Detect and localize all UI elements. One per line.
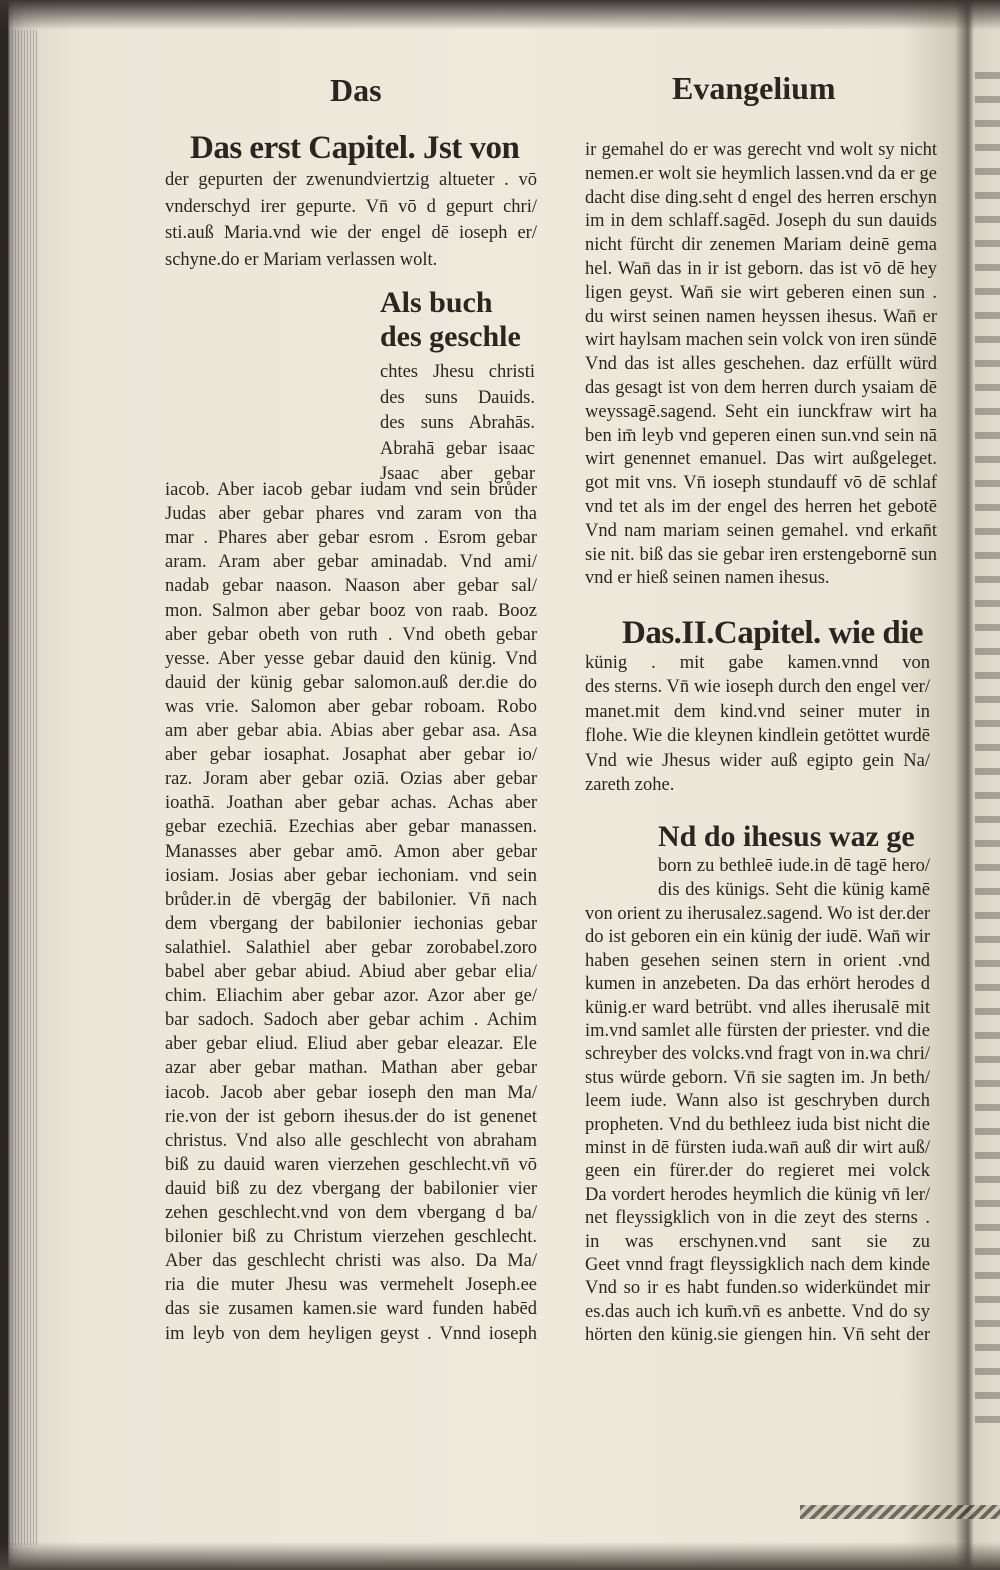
right-column-line: vnd tet als im der engel des herren het gebotē <box>585 497 937 517</box>
right-column-line: weyssagē.sagend. Seht ein iunckfraw wirt ha <box>585 401 937 422</box>
right-column-line: wirt haylsam machen sein volck von iren sündē <box>585 330 937 351</box>
right-column-line: im.vnd samlet alle fürsten der priester. vnd die <box>585 1021 930 1041</box>
left-column-line: mon. Salmon aber gebar booz von raab. Booz <box>165 600 537 621</box>
left-column-line: gebar ezechiā. Ezechias aber gebar manassen. <box>165 817 537 838</box>
chapter-2-indented-line: dis des künigs. Seht die künig kamē <box>658 880 930 900</box>
left-column-line: nadab gebar naason. Naason aber gebar sal/ <box>165 576 537 597</box>
right-column-line: ligen geyst. Wan̄ sie wirt geberen einen sun . <box>585 282 937 303</box>
left-column-line: babel aber gebar abiud. Abiud aber gebar elia/ <box>165 962 537 982</box>
running-head-left: Das <box>330 72 382 108</box>
right-column-line: hörten den künig.sie giengen hin. Vn̄ seht der <box>585 1325 930 1346</box>
decorative-border <box>800 1505 1000 1519</box>
left-column-line: Judas aber gebar phares vnd zaram von tha <box>165 504 537 525</box>
right-column-line: leem iude. Wann also ist geschryben durch <box>585 1091 930 1112</box>
page-edges <box>9 30 39 1545</box>
right-column-line: nicht fürcht dir zenemen Mariam deinē gema <box>585 235 937 256</box>
right-column-line: ir gemahel do er was gerecht vnd wolt sy nicht <box>585 140 937 160</box>
left-column-line: aber gebar eliud. Eliud aber gebar eleazar. Ele <box>165 1034 537 1055</box>
chapter-1-indented-line: des suns Dauids. <box>380 387 535 408</box>
left-column-line: Aber das geschlecht christi was also. Da Ma/ <box>165 1251 537 1272</box>
scan-bottom-shadow <box>0 1542 1000 1570</box>
left-column-line: aram. Aram aber gebar aminadab. Vnd ami/ <box>165 552 537 573</box>
left-column-line: aber gebar iosaphat. Josaphat aber gebar io/ <box>165 745 537 766</box>
right-column-line: do ist geboren ein ein künig der iudē. Wan̄ wir <box>585 927 930 948</box>
right-column-line: Vnd nam mariam seinen gemahel. vnd erkan̄t <box>585 520 937 541</box>
left-column-line: dem vbergang der babilonier iechonias gebar <box>165 913 537 934</box>
right-column-line: haben gesehen seinen stern in orient .vnd <box>585 950 930 971</box>
left-column-line: am aber gebar abia. Abias aber gebar asa. Asa <box>165 721 537 741</box>
right-column-line: sie nit. biß das sie gebar iren erstengebornē sun <box>585 544 937 565</box>
right-column-line: geen ein fürer.der do regieret mei volck <box>585 1161 930 1182</box>
right-column-line: im in dem schlaff.sagēd. Joseph du sun dauids <box>585 211 937 232</box>
left-column-line: zehen geschlecht.vnd von dem vbergang d ba/ <box>165 1203 537 1223</box>
chapter-2-summary-line: des sterns. Vn̄ wie ioseph durch den engel ver/ <box>585 677 930 698</box>
right-column-line: stus würde geborn. Vn̄ sie sagten im. Jn beth/ <box>585 1067 930 1088</box>
chapter-1-summary-line: der gepurten der zwenundviertzig altueter . vō <box>165 170 537 190</box>
left-column-line: salathiel. Salathiel aber gebar zorobabel.zoro <box>165 937 537 958</box>
right-column-line: nemen.er wolt sie heymlich lassen.vnd da er ge <box>585 163 937 184</box>
chapter-1-summary-line: schyne.do er Mariam verlassen wolt. <box>165 249 438 270</box>
left-column-line: rie.von der ist geborn ihesus.der do ist genenet <box>165 1106 537 1127</box>
right-column-line: got mit vns. Vn̄ ioseph stundauff vō dē schlaf <box>585 473 937 494</box>
right-column-line: das gesagt ist von dem herren durch ysaiam dē <box>585 378 937 398</box>
left-column-line: biß zu dauid waren vierzehen geschlecht.vn̄ vō <box>165 1154 537 1175</box>
left-column-line: das sie zusamen kamen.sie ward funden habēd <box>165 1299 537 1320</box>
right-column-line: Geet vnnd fragt fleyssigklich nach dem kinde <box>585 1255 930 1275</box>
chapter-1-indented-line: des suns Abrahās. <box>380 413 535 433</box>
left-column-line: iosiam. Josias aber gebar iechoniam. vnd sein <box>165 865 537 886</box>
left-column-line: yesse. Aber yesse gebar dauid den künig. Vnd <box>165 648 537 669</box>
left-column-line: bar sadoch. Sadoch aber gebar achim . Achim <box>165 1010 537 1031</box>
right-column-line: ben im̄ leyb vnd geperen einen sun.vnd sein nā <box>585 425 937 446</box>
right-column-line: es.das auch ich kum̄.vn̄ es anbette. Vnd do sy <box>585 1301 930 1322</box>
left-column-line: dauid der künig gebar salomon.auß der.die do <box>165 672 537 693</box>
left-column-line: im leyb von dem heyligen geyst . Vnnd ioseph <box>165 1323 537 1344</box>
right-column-line: in was erschynen.vnd sant sie zu <box>585 1231 930 1252</box>
chapter-1-heading: Das erst Capitel. Jst von <box>190 130 520 166</box>
chapter-2-heading: Das.II.Capitel. wie die <box>622 615 924 651</box>
left-column-line: ria die muter Jhesu was vermehelt Joseph.ee <box>165 1275 537 1296</box>
chapter-2-summary-line: Vnd wie Jhesus wider auß egipto gein Na/ <box>585 750 930 771</box>
facing-page-edge <box>975 60 1000 1440</box>
right-column-line: Vnd das ist alles geschehen. daz erfüllt würd <box>585 354 937 375</box>
chapter-2-summary-line: manet.mit dem kind.vnd seiner muter in <box>585 701 930 722</box>
right-column-line: wirt genennet emanuel. Das wirt außgeleget. <box>585 449 937 470</box>
right-column-line: net fleyssigklich von in die zeyt des sterns . <box>585 1208 930 1229</box>
scan-top-shadow <box>0 0 1000 30</box>
chapter-1-incipit-line-1: Als buch <box>380 286 493 319</box>
left-column-line: iacob. Jacob aber gebar ioseph den man Ma/ <box>165 1082 537 1103</box>
chapter-2-incipit: Nd do ihesus waz ge <box>658 820 915 853</box>
chapter-1-indented-line: chtes Jhesu christi <box>380 362 535 382</box>
left-column-line: Manasses aber gebar amō. Amon aber gebar <box>165 841 537 862</box>
chapter-1-summary-line: sti.auß Maria.vnd wie der engel dē ioseph er/ <box>165 223 537 243</box>
left-column-line: mar . Phares aber gebar esrom . Esrom gebar <box>165 528 537 549</box>
right-column-line: künig.er ward betrübt. vnd alles iherusalē mit <box>585 997 930 1018</box>
left-column-line: ioathā. Joathan aber gebar achas. Achas aber <box>165 793 537 814</box>
right-column-line: du wirst seinen namen heyssen ihesus. Wan̄ er <box>585 306 937 327</box>
right-column-line: minst in dē fürsten iuda.wan̄ auß dir wirt auß/ <box>585 1138 930 1158</box>
left-column-line: christus. Vnd also alle geschlecht von abraham <box>165 1130 537 1151</box>
right-column-line: hel. Wan̄ das in ir ist geborn. das ist vō dē hey <box>585 259 937 279</box>
left-column-line: aber gebar obeth von ruth . Vnd obeth gebar <box>165 624 537 645</box>
right-column-line: kumen in anzebeten. Da das erhört herodes d <box>585 974 930 995</box>
running-head-right: Evangelium <box>672 70 836 106</box>
left-column-line: azar aber gebar mathan. Mathan aber gebar <box>165 1058 537 1079</box>
left-column-line: iacob. Aber iacob gebar iudam vnd sein brůder <box>165 480 537 500</box>
chapter-2-summary-line: künig . mit gabe kamen.vnnd von <box>585 653 930 673</box>
right-column-line: Da vordert herodes heymlich die künig vn̄ ler/ <box>585 1184 930 1205</box>
right-column-line: propheten. Vnd du bethleez iuda bist nicht die <box>585 1114 930 1135</box>
chapter-2-indented-line: born zu bethleē iude.in dē tagē hero/ <box>658 856 930 876</box>
chapter-1-indented-line: Jsaac aber gebar <box>380 464 535 484</box>
left-column-line: chim. Eliachim aber gebar azor. Azor aber ge/ <box>165 986 537 1007</box>
right-column-line: vnd er hieß seinen namen ihesus. <box>585 568 830 589</box>
left-column-line: dauid biß zu dez vbergang der babilonier vier <box>165 1178 537 1199</box>
right-column-line: dacht dise ding.seht d engel des herren erschyn <box>585 187 937 208</box>
right-column-line: Vnd so ir es habt funden.so widerkündet mir <box>585 1278 930 1299</box>
chapter-1-indented-line: Abrahā gebar isaac <box>380 438 535 459</box>
left-column-line: raz. Joram aber gebar oziā. Ozias aber gebar <box>165 769 537 790</box>
left-column-line: brůder.in dē vbergāg der babilonier. Vn̄ nach <box>165 889 537 910</box>
chapter-2-summary-line: flohe. Wie die kleynen kindlein getöttet wurdē <box>585 726 930 747</box>
right-column-line: schreyber des volcks.vnd fragt von in.wa chri/ <box>585 1044 930 1065</box>
chapter-2-summary-line: zareth zohe. <box>585 775 675 795</box>
right-column-line: von orient zu iherusalez.sagend. Wo ist der.der <box>585 904 930 924</box>
chapter-1-summary-line: vnderschyd irer gepurte. Vn̄ vō d gepurt chri/ <box>165 196 537 217</box>
left-column-line: was vrie. Salomon aber gebar roboam. Robo <box>165 696 537 717</box>
chapter-1-incipit-line-2: des geschle <box>380 320 521 353</box>
left-column-line: bilonier biß zu Christum vierzehen geschlecht. <box>165 1227 537 1248</box>
